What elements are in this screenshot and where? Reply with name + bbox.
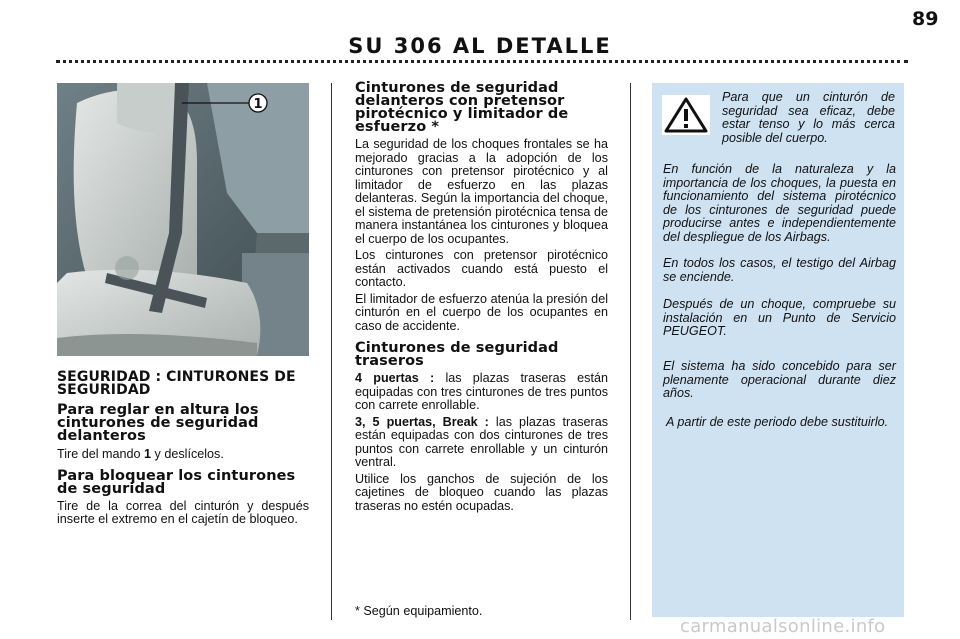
- warning-text-4: Después de un choque, compruebe su instalación en un Punto de Servicio PEUGEOT.: [663, 297, 896, 338]
- column-divider-right: [630, 83, 631, 620]
- middle-column: [355, 82, 608, 513]
- seatbelt-photo: [57, 83, 309, 356]
- subsection-title-height: Para reglar en altura los cinturones de seguridad delanteros: [57, 402, 259, 444]
- warning-text-1: Para que un cinturón de seguridad sea eficaz, debe estar tenso y lo más cerca posible del cuerpo.: [722, 90, 895, 145]
- paragraph-front-1: La seguridad de los choques frontales se ha mejorado gracias a la adopción de los cinturones con pretensor pirotécnico y al limitador de esfuerzo en las plazas delanteras. Según la importancia del choque, el sistema de pretensión pirotécnica tensa de manera instantánea los cinturones y bloquea el cuerpo de los ocupantes.: [355, 137, 608, 246]
- paragraph-label: 3, 5 puertas, Break :: [355, 414, 496, 429]
- car-seat-illustration: [57, 83, 309, 356]
- warning-icon-box: [662, 95, 710, 135]
- page-number: 89: [912, 8, 939, 30]
- left-column: [57, 371, 309, 527]
- subsection-title-front-belts: Cinturones de seguridad delanteros con pretensor pirotécnico y limitador de esfuerzo *: [355, 80, 569, 135]
- paragraph-text: Tire del mando: [57, 447, 145, 461]
- watermark: carmanualsonline.info: [680, 616, 886, 637]
- paragraph-text: las plazas traseras están equipadas con dos cinturones de tres puntos con carrete enrollable y un cinturón ventral.: [355, 414, 608, 469]
- paragraph-height: [57, 448, 309, 462]
- paragraph-text: y deslícelos.: [151, 447, 224, 461]
- paragraph-rear-hooks: Utilice los ganchos de sujeción de los cajetines de bloqueo cuando las plazas traseras no estén ocupadas.: [355, 471, 608, 513]
- control-reference: 1: [144, 447, 152, 461]
- warning-text-6: A partir de este periodo debe sustituirlo.: [666, 415, 889, 429]
- warning-text-2: En función de la naturaleza y la importancia de los choques, la puesta en funcionamiento del sistema pirotécnico de los cinturones de seguridad puede producirse antes e independientemente del despliegue de los Airbags.: [663, 162, 896, 244]
- paragraph-lock: Tire de la correa del cinturón y después inserte el extremo en el cajetín de bloqueo.: [57, 498, 309, 526]
- paragraph-front-2: Los cinturones con pretensor pirotécnico están activados cuando está puesto el contacto.: [355, 248, 608, 289]
- paragraph-text: las plazas traseras están equipadas con tres cinturones de tres puntos con carrete enrollable.: [355, 371, 608, 412]
- warning-text-3: En todos los casos, el testigo del Airbag se enciende.: [663, 256, 896, 284]
- section-title: SEGURIDAD : CINTURONES DE SEGURIDAD: [57, 369, 296, 398]
- header-divider: [56, 60, 908, 66]
- subsection-title-lock: Para bloquear los cinturones de seguridad: [57, 467, 296, 497]
- subsection-title-rear-belts: Cinturones de seguridad traseros: [355, 340, 559, 369]
- warning-panel: [652, 83, 904, 617]
- paragraph-front-3: El limitador de esfuerzo atenúa la presión del cinturón en el cuerpo de los ocupantes en caso de accidente.: [355, 291, 608, 333]
- paragraph-rear-35door: [355, 416, 608, 470]
- warning-triangle-icon: [662, 95, 710, 135]
- column-divider-left: [331, 83, 332, 620]
- footnote: * Según equipamiento.: [355, 604, 483, 618]
- page-title: SU 306 AL DETALLE: [348, 34, 612, 58]
- paragraph-rear-4door: [355, 372, 608, 413]
- warning-text-5: El sistema ha sido concebido para ser plenamente operacional durante diez años.: [663, 359, 896, 400]
- paragraph-label: 4 puertas :: [355, 371, 446, 385]
- photo-callout-number: 1: [253, 97, 263, 112]
